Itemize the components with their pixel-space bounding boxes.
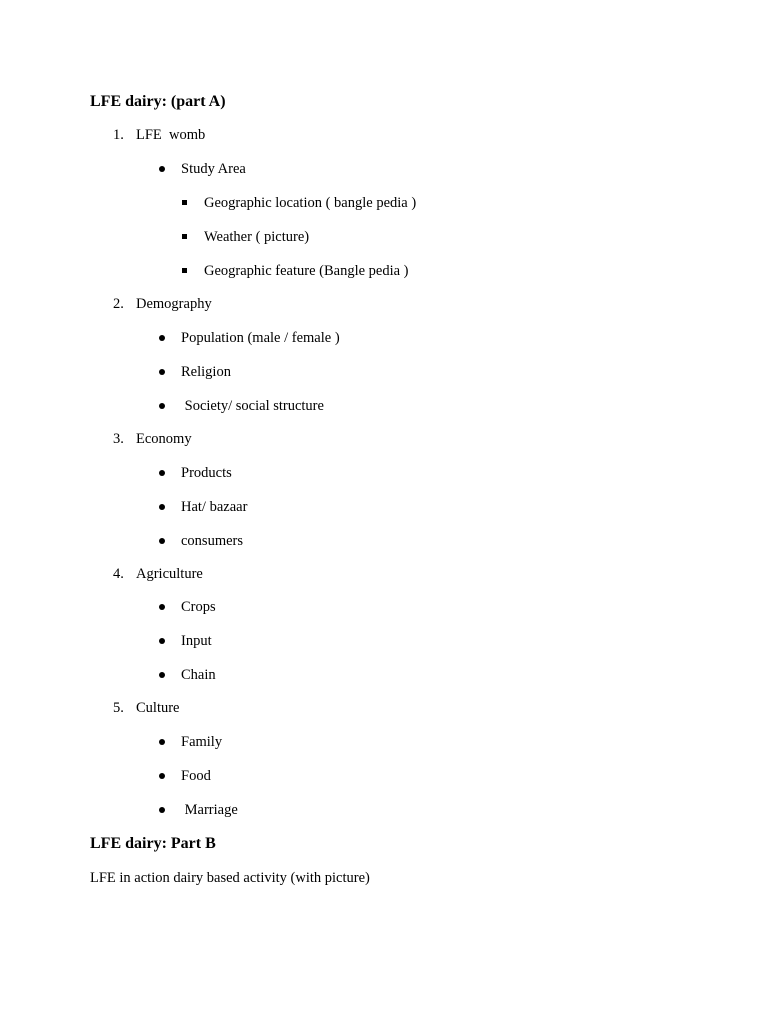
bullet-icon [159, 807, 165, 813]
bullet-icon [159, 773, 165, 779]
bullet-icon [159, 739, 165, 745]
section-title-economy: Economy [136, 431, 192, 447]
list-item-society: Society/ social structure [181, 398, 324, 414]
list-item-population: Population (male / female ) [181, 330, 340, 346]
section-title-culture: Culture [136, 700, 180, 716]
list-item-chain: Chain [181, 667, 216, 683]
list-item-food: Food [181, 768, 211, 784]
sub-item-geographic-feature: Geographic feature (Bangle pedia ) [204, 263, 409, 279]
list-item-hat-bazaar: Hat/ bazaar [181, 499, 248, 515]
list-item-crops: Crops [181, 599, 216, 615]
list-number-4: 4. [113, 566, 124, 582]
heading-part-b: LFE dairy: Part B [90, 835, 216, 852]
bullet-icon [159, 504, 165, 510]
list-number-2: 2. [113, 296, 124, 312]
sub-item-weather: Weather ( picture) [204, 229, 310, 245]
list-item-consumers: consumers [181, 533, 244, 549]
sub-item-geographic-location: Geographic location ( bangle pedia ) [204, 195, 417, 211]
section-title-lfe-womb: LFE womb [136, 127, 206, 143]
list-item-products: Products [181, 465, 232, 481]
list-item-marriage: Marriage [181, 802, 238, 818]
list-item-religion: Religion [181, 364, 231, 380]
bullet-icon [159, 403, 165, 409]
list-number-3: 3. [113, 431, 124, 447]
section-title-demography: Demography [136, 296, 212, 312]
section-title-agriculture: Agriculture [136, 566, 203, 582]
heading-part-a: LFE dairy: (part A) [90, 93, 226, 110]
bullet-icon [159, 638, 165, 644]
list-item-family: Family [181, 734, 223, 750]
square-bullet-icon [182, 200, 187, 205]
square-bullet-icon [182, 268, 187, 273]
bullet-icon [159, 166, 165, 172]
bullet-icon [159, 335, 165, 341]
square-bullet-icon [182, 234, 187, 239]
list-number-1: 1. [113, 127, 124, 143]
paragraph-part-b: LFE in action dairy based activity (with picture) [90, 870, 370, 886]
list-number-5: 5. [113, 700, 124, 716]
bullet-icon [159, 604, 165, 610]
bullet-icon [159, 672, 165, 678]
bullet-icon [159, 470, 165, 476]
bullet-icon [159, 369, 165, 375]
bullet-icon [159, 538, 165, 544]
list-item-input: Input [181, 633, 212, 649]
list-item-study-area: Study Area [181, 161, 246, 177]
